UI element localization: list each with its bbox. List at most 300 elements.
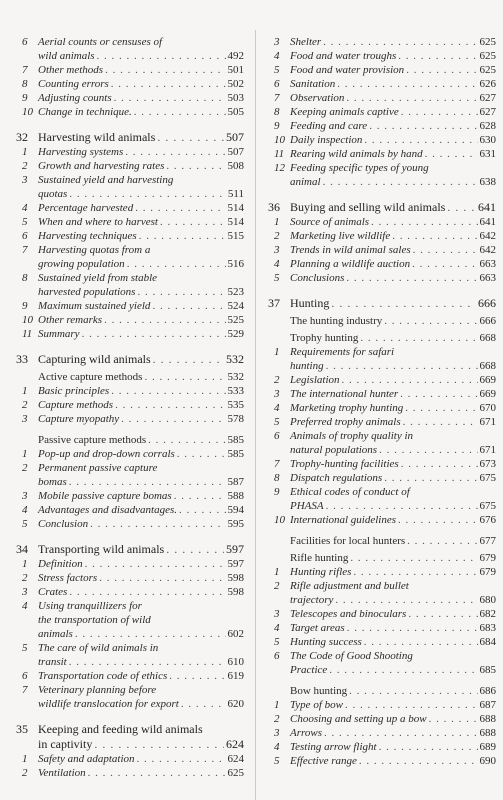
entry-title-line: [38, 627, 244, 641]
toc-entry[interactable]: [16, 201, 244, 215]
page-number: 598: [227, 586, 244, 598]
entry-number: 5: [22, 518, 28, 530]
leader-dots: [104, 313, 225, 327]
page-number: 514: [227, 216, 244, 228]
leader-dots: [379, 740, 478, 754]
leader-dots: [407, 534, 477, 548]
entry-title: Effective range: [290, 755, 357, 767]
entry-title: Legislation: [290, 374, 340, 386]
toc-entry[interactable]: [16, 489, 244, 503]
page-number: 594: [227, 504, 244, 516]
toc-entry[interactable]: [268, 257, 496, 271]
chapter-heading: [268, 200, 496, 215]
entry-number: 7: [274, 458, 280, 470]
page-number: 505: [227, 106, 244, 118]
leader-dots: [323, 35, 477, 49]
entry-title-line: [290, 331, 496, 345]
toc-entry[interactable]: [16, 229, 244, 243]
chapter-number: 34: [16, 542, 28, 556]
leader-dots: [177, 447, 226, 461]
page-number: 507: [227, 146, 244, 158]
leader-dots: [346, 91, 477, 105]
toc-entry[interactable]: [268, 215, 496, 229]
entry-title-line: Requirements for safari: [290, 346, 395, 358]
leader-dots: [137, 285, 225, 299]
entry-number: 6: [22, 36, 28, 48]
entry-title: Observation: [290, 92, 345, 104]
leader-dots: [398, 513, 477, 527]
toc-entry[interactable]: [268, 649, 496, 677]
toc-entry[interactable]: [268, 401, 496, 415]
toc-entry[interactable]: [268, 726, 496, 740]
toc-entry[interactable]: [268, 740, 496, 754]
entry-title: Telescopes and binoculars: [290, 608, 407, 620]
entry-title-line: [38, 697, 244, 711]
chapter-entry[interactable]: [16, 722, 244, 752]
chapter-entry[interactable]: [16, 352, 244, 367]
toc-left-column: [16, 35, 244, 780]
leader-dots: [408, 607, 477, 621]
leader-dots: [121, 412, 225, 426]
page-number: 688: [479, 727, 496, 739]
entry-title-line: Sustained yield and harvesting: [38, 174, 174, 186]
entry-number: 1: [274, 699, 280, 711]
entry-title-line: [38, 159, 244, 173]
leader-dots: [144, 370, 225, 384]
entry-number: 3: [274, 388, 280, 400]
page-number: 529: [227, 328, 244, 340]
entry-number: 8: [22, 78, 28, 90]
toc-entry[interactable]: [268, 35, 496, 49]
toc-entry[interactable]: [16, 105, 244, 119]
chapter-title: in captivity: [38, 737, 93, 751]
toc-entry[interactable]: [16, 91, 244, 105]
entry-title-line: [290, 63, 496, 77]
leader-dots: [181, 697, 226, 711]
entry-title: Choosing and setting up a bow: [290, 713, 427, 725]
entry-number: 5: [274, 64, 280, 76]
page-number: 688: [479, 713, 496, 725]
toc-entry[interactable]: [268, 63, 496, 77]
entry-title-line: [290, 698, 496, 712]
toc-entry[interactable]: [16, 299, 244, 313]
page-number: 631: [479, 148, 496, 160]
spacer: [268, 189, 496, 196]
toc-entry[interactable]: [16, 159, 244, 173]
entry-title-line: [290, 593, 496, 607]
entry-title-line: [290, 401, 496, 415]
entry-title: Pop-up and drop-down corrals: [38, 448, 175, 460]
section-entry[interactable]: [268, 551, 496, 565]
toc-entry[interactable]: [16, 683, 244, 711]
entry-title: Hunting success: [290, 636, 362, 648]
entry-number: 5: [274, 636, 280, 648]
entry-title: Summary: [38, 328, 80, 340]
toc-entry[interactable]: [268, 229, 496, 243]
chapter-title-part: Keeping and feeding wild animals: [38, 722, 203, 736]
entry-title: Ventilation: [38, 767, 86, 779]
entry-title: trajectory: [290, 594, 334, 606]
toc-entry[interactable]: [16, 557, 244, 571]
entry-title-line: Feeding specific types of young: [290, 162, 429, 174]
page-number: 663: [479, 272, 496, 284]
entry-title: Target areas: [290, 622, 345, 634]
entry-title-line: The care of wild animals in: [38, 642, 159, 654]
entry-number: 2: [22, 767, 28, 779]
entry-title-line: [290, 359, 496, 373]
entry-title-line: [38, 105, 244, 119]
toc-entry[interactable]: [16, 145, 244, 159]
entry-title-line: [38, 77, 244, 91]
leader-dots: [111, 384, 225, 398]
entry-title-line: [38, 766, 244, 780]
leader-dots: [337, 77, 477, 91]
leader-dots: [326, 499, 478, 513]
leader-dots: [359, 754, 478, 768]
toc-entry[interactable]: [268, 565, 496, 579]
entry-title: bomas: [38, 476, 67, 488]
entry-title-line: [290, 740, 496, 754]
leader-dots: [335, 593, 477, 607]
page-number: 625: [227, 767, 244, 779]
entry-number: 6: [274, 430, 280, 442]
entry-title-line: [38, 669, 244, 683]
entry-title: Transportation code of ethics: [38, 670, 168, 682]
chapter-entry[interactable]: [16, 542, 244, 557]
entry-number: 1: [22, 146, 28, 158]
page-number: 675: [479, 500, 496, 512]
toc-entry[interactable]: [268, 698, 496, 712]
toc-entry[interactable]: [16, 412, 244, 426]
entry-title-line: [38, 433, 244, 447]
entry-title: Practice: [290, 664, 328, 676]
page-number: 492: [227, 50, 244, 62]
entry-number: 7: [274, 92, 280, 104]
section-entry[interactable]: [268, 331, 496, 345]
entry-number: 1: [22, 385, 28, 397]
entry-title: Growth and harvesting rates: [38, 160, 165, 172]
entry-number: 3: [274, 608, 280, 620]
entry-title-line: Harvesting quotas from a: [38, 244, 151, 256]
entry-title-line: [290, 77, 496, 91]
toc-entry[interactable]: [268, 513, 496, 527]
entry-number: 2: [22, 572, 28, 584]
entry-title: Shelter: [290, 36, 322, 48]
page-number: 597: [227, 558, 244, 570]
spacer: [16, 426, 244, 430]
chapter-title: Hunting: [290, 296, 330, 310]
entry-title-line: the transportation of wild: [38, 614, 151, 626]
page-number: 624: [226, 737, 244, 751]
entry-title: PHASA: [290, 500, 324, 512]
entry-title-line: [38, 201, 244, 215]
entry-title: The international hunter: [290, 388, 399, 400]
toc-entry[interactable]: [268, 373, 496, 387]
toc-entry[interactable]: [268, 49, 496, 63]
entry-title-line: [38, 229, 244, 243]
leader-dots: [69, 655, 226, 669]
entry-title: growing population: [38, 258, 125, 270]
page-number: 598: [227, 572, 244, 584]
page-number: 676: [479, 514, 496, 526]
entry-number: 4: [22, 504, 28, 516]
toc-entry[interactable]: [16, 35, 244, 63]
toc-entry[interactable]: [268, 387, 496, 401]
toc-entry[interactable]: [268, 471, 496, 485]
chapter-title-line: [268, 296, 496, 311]
section-entry[interactable]: [16, 370, 244, 384]
section-entry[interactable]: [268, 684, 496, 698]
entry-number: 4: [274, 622, 280, 634]
entry-title-line: [38, 752, 244, 766]
toc-entry[interactable]: [16, 77, 244, 91]
entry-title-line: Animals of trophy quality in: [290, 430, 414, 442]
entry-title-line: [290, 229, 496, 243]
entry-number: 9: [22, 300, 28, 312]
leader-dots: [369, 119, 477, 133]
toc-entry[interactable]: [268, 133, 496, 147]
spacer: [268, 527, 496, 531]
entry-number: 4: [22, 202, 28, 214]
entry-title: animal: [290, 176, 321, 188]
toc-entry[interactable]: [16, 271, 244, 299]
leader-dots: [406, 63, 477, 77]
toc-entry[interactable]: [268, 345, 496, 373]
page-number: 670: [479, 402, 496, 414]
toc-entry[interactable]: [268, 457, 496, 471]
entry-title: Conclusion: [38, 518, 89, 530]
entry-title-line: [38, 585, 244, 599]
entry-title-line: [290, 49, 496, 63]
entry-title: Dispatch regulations: [290, 472, 383, 484]
entry-number: 10: [22, 314, 33, 326]
toc-entry[interactable]: [16, 447, 244, 461]
chapter-entry[interactable]: [16, 130, 244, 145]
section-title: Facilities for local hunters: [290, 535, 406, 547]
toc-entry[interactable]: [16, 384, 244, 398]
toc-entry[interactable]: [268, 271, 496, 285]
entry-title: wild animals: [38, 50, 95, 62]
entry-title: Marketing live wildlife: [290, 230, 391, 242]
toc-entry[interactable]: [16, 571, 244, 585]
toc-entry[interactable]: [268, 754, 496, 768]
entry-title-line: [290, 35, 496, 49]
leader-dots: [105, 63, 225, 77]
toc-entry[interactable]: [16, 215, 244, 229]
chapter-number: 32: [16, 130, 28, 144]
toc-entry[interactable]: [268, 243, 496, 257]
leader-dots: [342, 373, 478, 387]
toc-entry[interactable]: [268, 105, 496, 119]
leader-dots: [413, 243, 478, 257]
section-entry[interactable]: [268, 534, 496, 548]
entry-number: 3: [22, 413, 28, 425]
leader-dots: [134, 105, 226, 119]
page-number: 524: [227, 300, 244, 312]
entry-title: Mobile passive capture bomas: [38, 490, 172, 502]
toc-entry[interactable]: [16, 503, 244, 517]
entry-title-line: [290, 415, 496, 429]
page-number: 666: [478, 296, 496, 310]
toc-entry[interactable]: [16, 599, 244, 641]
page-number: 673: [479, 458, 496, 470]
entry-title-line: [38, 285, 244, 299]
toc-entry[interactable]: [268, 429, 496, 457]
entry-title-line: [290, 271, 496, 285]
entry-number: 9: [274, 120, 280, 132]
toc-entry[interactable]: [268, 147, 496, 161]
page-number: 588: [227, 490, 244, 502]
page-number: 602: [227, 628, 244, 640]
page-number: 597: [226, 542, 244, 556]
section-entry[interactable]: [16, 433, 244, 447]
toc-entry[interactable]: [16, 327, 244, 341]
entry-number: 4: [274, 50, 280, 62]
entry-title: Arrows: [290, 727, 322, 739]
page-number: 533: [227, 385, 244, 397]
toc-entry[interactable]: [268, 621, 496, 635]
entry-title-line: [290, 607, 496, 621]
entry-number: 11: [274, 148, 285, 160]
entry-title-line: [38, 91, 244, 105]
entry-number: 5: [274, 416, 280, 428]
entry-title-line: The Code of Good Shooting: [290, 650, 413, 662]
page-number: 630: [479, 134, 496, 146]
entry-title-line: Ethical codes of conduct of: [290, 486, 410, 498]
chapter-title: Transporting wild animals: [38, 542, 165, 556]
entry-title-line: [38, 503, 244, 517]
entry-title-line: [38, 63, 244, 77]
page-number: 501: [227, 64, 244, 76]
toc-entry[interactable]: [268, 161, 496, 189]
entry-number: 2: [274, 580, 280, 592]
entry-number: 4: [22, 600, 28, 612]
chapter-title: Harvesting wild animals: [38, 130, 156, 144]
entry-title: Counting errors: [38, 78, 109, 90]
entry-number: 10: [274, 134, 285, 146]
chapter-number: 37: [268, 296, 280, 310]
entry-title-line: [290, 551, 496, 565]
entry-title: Daily inspection: [290, 134, 363, 146]
entry-title-line: [290, 387, 496, 401]
page-number: 525: [227, 314, 244, 326]
page-number: 523: [227, 286, 244, 298]
toc-entry[interactable]: [16, 313, 244, 327]
leader-dots: [69, 475, 226, 489]
page-number: 685: [479, 664, 496, 676]
page-number: 514: [227, 202, 244, 214]
entry-title: Feeding and care: [290, 120, 368, 132]
spacer: [268, 285, 496, 292]
entry-number: 8: [274, 106, 280, 118]
toc-entry[interactable]: [268, 712, 496, 726]
entry-title-line: [38, 313, 244, 327]
chapter-heading: [16, 352, 244, 367]
leader-dots: [401, 105, 478, 119]
toc-entry[interactable]: [16, 398, 244, 412]
toc-entry[interactable]: [268, 77, 496, 91]
entry-number: 4: [274, 258, 280, 270]
entry-title: Crates: [38, 586, 68, 598]
leader-dots: [401, 457, 478, 471]
toc-entry[interactable]: [268, 91, 496, 105]
entry-number: 6: [22, 230, 28, 242]
entry-title-line: [290, 565, 496, 579]
toc-entry[interactable]: [268, 579, 496, 607]
chapter-entry[interactable]: [268, 200, 496, 215]
leader-dots: [94, 737, 224, 752]
entry-title-line: [38, 517, 244, 531]
toc-entry[interactable]: [268, 635, 496, 649]
leader-dots: [349, 684, 477, 698]
toc-entry[interactable]: [16, 585, 244, 599]
spacer: [16, 119, 244, 126]
entry-number: 8: [22, 272, 28, 284]
toc-entry[interactable]: [16, 669, 244, 683]
entry-title-line: [38, 370, 244, 384]
entry-title: Keeping animals captive: [290, 106, 399, 118]
chapter-title-line: [16, 130, 244, 145]
toc-entry[interactable]: [16, 63, 244, 77]
page-number: 503: [227, 92, 244, 104]
leader-dots: [75, 627, 226, 641]
toc-entry[interactable]: [16, 173, 244, 201]
entry-title: Food and water troughs: [290, 50, 397, 62]
entry-title: Safety and adaptation: [38, 753, 135, 765]
entry-number: 6: [274, 78, 280, 90]
entry-title-line: [290, 175, 496, 189]
toc-entry[interactable]: [16, 766, 244, 780]
entry-title-line: [38, 557, 244, 571]
toc-entry[interactable]: [268, 607, 496, 621]
entry-title: Preferred trophy animals: [290, 416, 401, 428]
chapter-title-line: [16, 542, 244, 557]
toc-entry[interactable]: [16, 461, 244, 489]
leader-dots: [331, 296, 476, 311]
entry-title: Harvesting systems: [38, 146, 124, 158]
page-number: 507: [226, 130, 244, 144]
entry-title-line: [38, 489, 244, 503]
page-number: 502: [227, 78, 244, 90]
page-number: 585: [227, 434, 244, 446]
entry-number: 1: [22, 753, 28, 765]
entry-title: Capture myopathy: [38, 413, 120, 425]
toc-entry[interactable]: [16, 243, 244, 271]
entry-title-line: [290, 443, 496, 457]
entry-number: 4: [274, 402, 280, 414]
chapter-entry[interactable]: [268, 296, 496, 311]
leader-dots: [127, 257, 226, 271]
toc-entry[interactable]: [16, 641, 244, 669]
toc-entry[interactable]: [16, 517, 244, 531]
entry-title: International guidelines: [290, 514, 397, 526]
leader-dots: [405, 401, 477, 415]
entry-title: Planning a wildlife auction: [290, 258, 411, 270]
toc-entry[interactable]: [268, 119, 496, 133]
entry-number: 10: [274, 514, 285, 526]
chapter-title: Buying and selling wild animals: [290, 200, 446, 214]
toc-entry[interactable]: [16, 752, 244, 766]
entry-title: Stress factors: [38, 572, 98, 584]
entry-title-line: [38, 412, 244, 426]
entry-title: wildlife translocation for export: [38, 698, 179, 710]
toc-entry[interactable]: [268, 485, 496, 513]
entry-title-line: Rifle adjustment and bullet: [290, 580, 409, 592]
entry-title-line: [38, 327, 244, 341]
toc-entry[interactable]: [268, 415, 496, 429]
section-entry[interactable]: [268, 314, 496, 328]
page-number: 508: [227, 160, 244, 172]
